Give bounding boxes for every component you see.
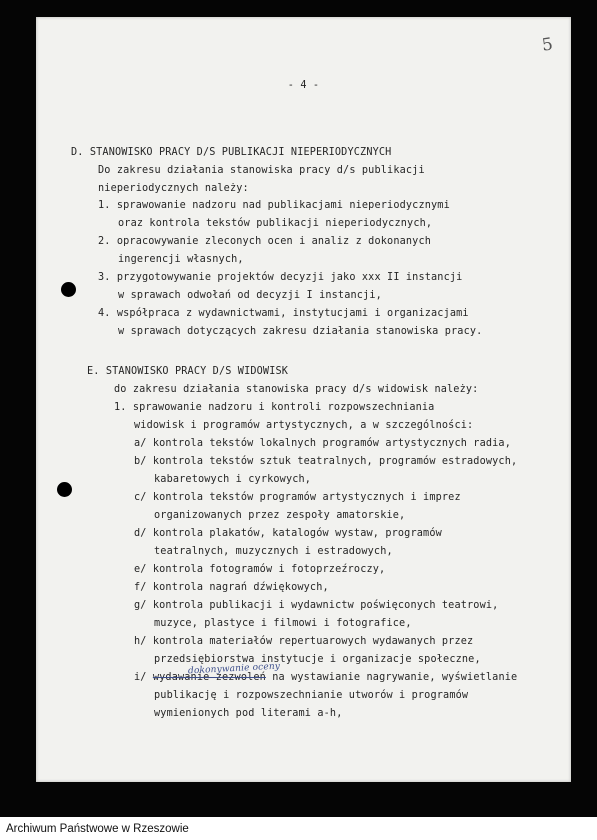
subitem-b-line-2: kabaretowych i cyrkowych, <box>154 474 312 485</box>
subitem-f-line-1: f/ kontrola nagrań dźwiękowych, <box>134 582 329 593</box>
subitem-i-prefix: i/ <box>134 672 153 683</box>
section-d-item-3-line-2: w sprawach odwołań od decyzji I instancji, <box>118 290 382 301</box>
subitem-b-line-1: b/ kontrola tekstów sztuk teatralnych, programów estradowych, <box>134 456 518 467</box>
section-d-item-2-line-1: 2. opracowywanie zleconych ocen i analiz z dokonanych <box>98 236 432 247</box>
subitem-i-correction <box>152 661 281 687</box>
punch-hole-bottom <box>57 482 72 497</box>
section-d-heading: D. STANOWISKO PRACY D/S PUBLIKACJI NIEPERIODYCZNYCH <box>71 147 392 158</box>
subitem-i-rest: na wystawianie nagrywanie, wyświetlanie <box>265 672 518 683</box>
subitem-i-line-1 <box>134 661 518 687</box>
section-d-intro-2: nieperiodycznych należy: <box>98 183 249 194</box>
subitem-i-line-2: publikację i rozpowszechnianie utworów i programów <box>154 690 469 701</box>
archive-name: Archiwum Państwowe w Rzeszowie <box>6 822 189 835</box>
subitem-h-line-2: przedsiębiorstwa instytucje i organizacje społeczne, <box>154 654 481 665</box>
section-d-intro-1: Do zakresu działania stanowiska pracy d/s publikacji <box>98 165 425 176</box>
subitem-i-struck-text: wydawanie zezwoleń <box>152 672 266 683</box>
archive-footer <box>0 817 597 840</box>
section-e-heading: E. STANOWISKO PRACY D/S WIDOWISK <box>87 366 289 377</box>
subitem-i-line-3: wymienionych pod literami a-h, <box>154 708 343 719</box>
section-d-item-4-line-2: w sprawach dotyczących zakresu działania stanowiska pracy. <box>118 326 483 337</box>
section-d-item-1-line-1: 1. sprawowanie nadzoru nad publikacjami nieperiodycznymi <box>98 200 450 211</box>
document-page <box>36 17 571 782</box>
section-e-item-1-line-1: 1. sprawowanie nadzoru i kontroli rozpowszechniania <box>114 402 435 413</box>
subitem-g-line-1: g/ kontrola publikacji i wydawnictw poświęconych teatrowi, <box>134 600 499 611</box>
section-d-item-2-line-2: ingerencji własnych, <box>118 254 244 265</box>
section-d-item-3-line-1: 3. przygotowywanie projektów decyzji jako xxx II instancji <box>98 272 463 283</box>
section-e-item-1-line-2: widowisk i programów artystycznych, a w szczególności: <box>134 420 474 431</box>
subitem-i-handwritten-text: dokonywanie oceny <box>187 661 281 677</box>
section-d-item-1-line-2: oraz kontrola tekstów publikacji nieperiodycznych, <box>118 218 433 229</box>
punch-hole-top <box>61 282 76 297</box>
subitem-c-line-2: organizowanych przez zespoły amatorskie, <box>154 510 406 521</box>
subitem-e-line-1: e/ kontrola fotogramów i fotoprzeźroczy, <box>134 564 386 575</box>
handwritten-page-mark: 5 <box>540 34 555 56</box>
subitem-c-line-1: c/ kontrola tekstów programów artystycznych i imprez <box>134 492 461 503</box>
page-number: - 4 - <box>287 80 320 91</box>
section-d-item-4-line-1: 4. współpraca z wydawnictwami, instytucjami i organizacjami <box>98 308 469 319</box>
subitem-a-line-1: a/ kontrola tekstów lokalnych programów artystycznych radia, <box>134 438 512 449</box>
section-e-intro: do zakresu działania stanowiska pracy d/s widowisk należy: <box>114 384 479 395</box>
subitem-d-line-2: teatralnych, muzycznych i estradowych, <box>154 546 393 557</box>
subitem-g-line-2: muzyce, plastyce i filmowi i fotografice, <box>154 618 412 629</box>
subitem-h-line-1: h/ kontrola materiałów repertuarowych wydawanych przez <box>134 636 474 647</box>
subitem-d-line-1: d/ kontrola plakatów, katalogów wystaw, programów <box>134 528 442 539</box>
